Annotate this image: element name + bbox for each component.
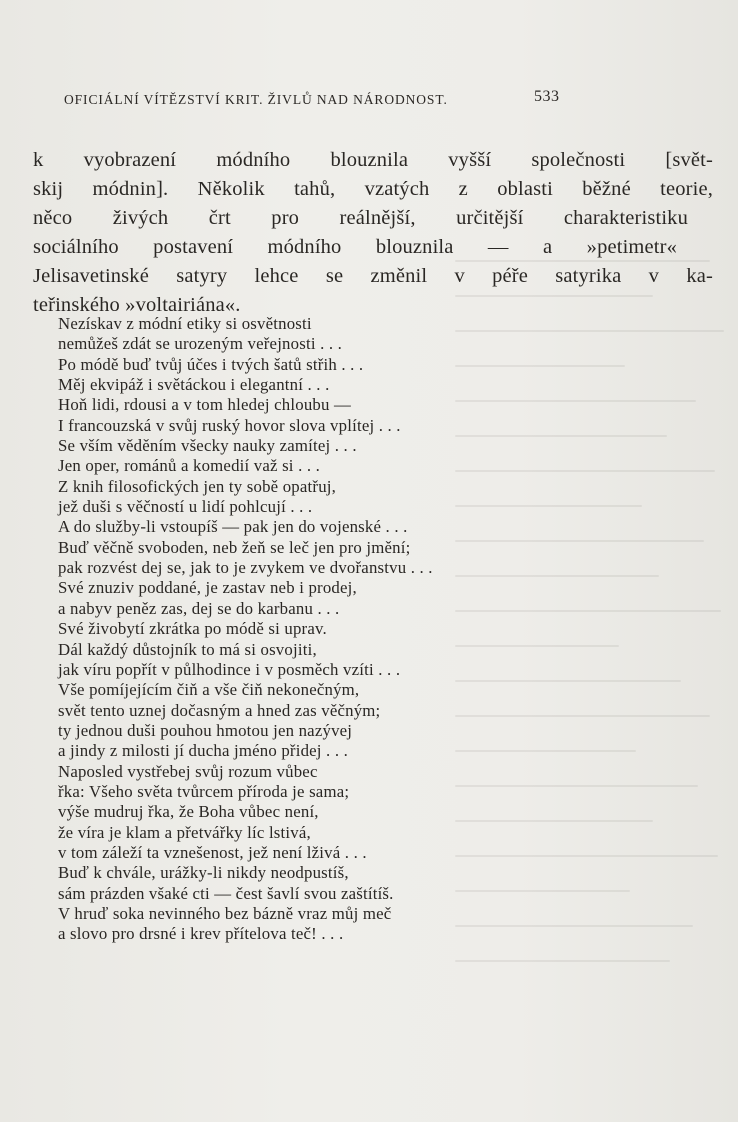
poem-verse: jež duši s věčností u lidí pohlcují . . . xyxy=(58,497,313,517)
poem-verse: a slovo pro drsné i krev přítelova teč! . . . xyxy=(58,924,344,944)
poem-verse: svět tento uznej dočasným a hned zas věčným; xyxy=(58,700,381,720)
poem-verse: jak víru popřít v půlhodince i v posměch vzíti . . . xyxy=(58,659,401,679)
poem-verse: A do služby-li vstoupíš — pak jen do vojenské . . . xyxy=(58,517,408,537)
poem-verse: Jen oper, románů a komedií važ si . . . xyxy=(58,456,321,476)
poem-verse: Hoň lidi, rdousi a v tom hledej chloubu — xyxy=(58,395,351,415)
poem-verse: že víra je klam a přetvářky líc lstivá, xyxy=(58,822,311,842)
poem-verse: výše mudruj řka, že Boha vůbec není, xyxy=(58,802,319,822)
poem-verse: v tom záleží ta vznešenost, jež není lživá . . . xyxy=(58,842,367,862)
poem-verse: Měj ekvipáž i světáckou i elegantní . . . xyxy=(58,375,330,395)
poem-verse: a jindy z milosti jí ducha jméno přidej . . . xyxy=(58,741,349,761)
poem-verse: pak rozvést dej se, jak to je zvykem ve dvořanstvu . . . xyxy=(58,558,433,578)
running-title: OFICIÁLNÍ VÍTĚZSTVÍ KRIT. ŽIVLŮ NAD NÁRODNOST. xyxy=(64,92,448,107)
page-number: 533 xyxy=(534,88,560,105)
poem-verse: Vše pomíjejícím čiň a vše čiň nekonečným, xyxy=(58,680,360,700)
prose-line: k vyobrazení módního blouznila vyšší společnosti [svět- xyxy=(33,149,713,171)
poem-verse: Dál každý důstojník to má si osvojiti, xyxy=(58,639,317,659)
poem-verse: a nabyv peněz zas, dej se do karbanu . . . xyxy=(58,598,340,618)
quoted-poem xyxy=(58,314,518,945)
prose-paragraph xyxy=(33,146,713,320)
poem-verse: sám prázden všaké cti — čest šavlí svou zaštítíš. xyxy=(58,883,394,903)
poem-verse: Po módě buď tvůj účes i tvých šatů střih . . . xyxy=(58,354,364,374)
poem-verse: Své živobytí zkrátka po módě si uprav. xyxy=(58,619,327,639)
poem-verse: nemůžeš zdát se urozeným veřejnosti . . . xyxy=(58,334,343,354)
poem-verse: ty jednou duši pouhou hmotou jen nazývej xyxy=(58,720,353,740)
prose-line: skij módnin]. Několik tahů, vzatých z oblasti běžné teorie, xyxy=(33,178,713,200)
prose-line: něco živých črt pro reálnější, určitější charakteristiku xyxy=(33,207,688,229)
poem-verse: V hruď soka nevinného bez bázně vraz můj meč xyxy=(58,903,392,923)
poem-verse: Buď věčně svoboden, neb žeň se leč jen pro jmění; xyxy=(58,537,411,557)
prose-line: Jelisavetinské satyry lehce se změnil v péře satyrika v ka- xyxy=(33,265,713,287)
poem-verse: Z knih filosofických jen ty sobě opatřuj, xyxy=(58,476,337,496)
running-header xyxy=(64,88,564,108)
poem-verse: Naposled vystřebej svůj rozum vůbec xyxy=(58,761,318,781)
poem-verse: Své znuziv poddané, je zastav neb i prodej, xyxy=(58,578,357,598)
poem-verse: řka: Všeho světa tvůrcem příroda je sama; xyxy=(58,781,350,801)
poem-verse: Buď k chvále, urážky-li nikdy neodpustíš, xyxy=(58,863,349,883)
poem-verse: I francouzská v svůj ruský hovor slova vplítej . . . xyxy=(58,415,401,435)
poem-verse: Nezískav z módní etiky si osvětnosti xyxy=(58,314,312,333)
prose-line: teřinského »voltairiána«. xyxy=(33,294,241,316)
poem-verse: Se vším věděním všecky nauky zamítej . . . xyxy=(58,436,357,456)
prose-line: sociálního postavení módního blouznila — a »petimetr« xyxy=(33,236,677,258)
